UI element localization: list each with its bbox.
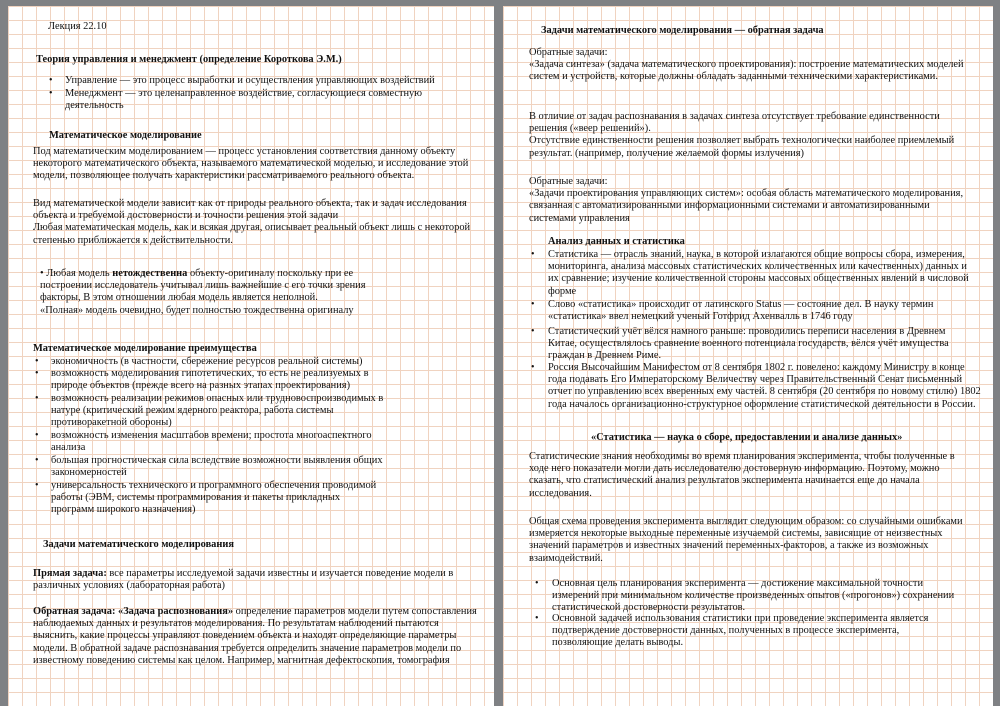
term: Прямая задача:	[33, 568, 107, 579]
text: объекту-оригиналу поскольку при ее построении исследователь учитывал лишь важнейшие с его точки зрения факторы, В этом отношении любая модель является неполной. «Полная» модель очевидно, будет полностью тождественна оригиналу	[40, 268, 366, 316]
paragraph: Вид математической модели зависит как от природы реального объекта, так и задач исследования объекта и требуемой достоверности и точности решения этой задачи Любая математическая модель, как и всякая другая, описывает реальный объект лишь с некоторой степенью приближается к действительности.	[33, 198, 471, 246]
term: Обратная задача: «Задача распознования»	[33, 606, 234, 617]
heading-inverse-task: Задачи математического моделирования — обратная задача	[541, 25, 824, 36]
bullet-dot: •	[35, 356, 39, 367]
bullet-dot: •	[35, 368, 39, 379]
bullet-dot: •	[535, 578, 539, 589]
list-item: Слово «статистика» происходит от латинского Status — состояние дел. В науку термин «статистика» ввел немецкий ученый Готфрид Ахенвалль в 1746 году	[548, 299, 934, 323]
paragraph-direct-task	[33, 568, 478, 592]
list-item: Россия Высочайшим Манифестом от 8 сентября 1802 г. повелено: каждому Министру в конце года подавать Его Императорскому Величеству через Правительственный Сенат письменный отчет по управлению всех вверенных ему частей. 8 сентября (20 сентября по новому стилю) 1802 года началось организационно-структурное оформление статистической деятельности в России.	[548, 362, 981, 410]
list-item: Основной задачей использования статистики при проведение эксперимента является подтверждение достоверности данных, полученных в процессе эксперимента, позволяющие делать выводы.	[552, 613, 929, 649]
list-item: возможность моделирования гипотетических, то есть не реализуемых в природе объектов (прежде всего на разных этапах проектирования)	[51, 368, 369, 392]
bullet-dot: •	[531, 299, 535, 310]
bullet-dot: •	[35, 480, 39, 491]
heading-math-modeling: Математическое моделирование	[49, 130, 202, 141]
list-item: Основная цель планирования эксперимента — достижение максимальной точности измерений при минимальном количестве произведенных опытов («прогонов») сохранении статистической достоверности результатов.	[552, 578, 955, 614]
list-item: Управление — это процесс выработки и осуществления управляющих воздействий	[65, 75, 435, 86]
bullet-dot: •	[35, 455, 39, 466]
paragraph: Статистические знания необходимы во время планирования эксперимента, чтобы полученные в ходе него показатели могли дать исследователю достоверную информацию. Поэтому, можно сказать, что статистический анализ результатов эксперимента начинается еще до начала исследования.	[529, 451, 955, 499]
list-item: Менеджмент — это целенаправленное воздействие, согласующиеся совместную деятельность	[65, 88, 423, 112]
bullet-dot: •	[531, 362, 535, 373]
list-item: Статистический учёт вёлся намного раньше: проводились переписи населения в Древнем Китае, осуществлялось сравнение военного потенциала государств, вёлся учёт имущества граждан в Древнем Риме.	[548, 326, 949, 362]
right-page	[503, 6, 993, 706]
text: определение параметров модели путем сопоставления наблюдаемых данных и результатов моделирования. По результатам наблюдений пытаются выяснить, какие процессы управляют поведением объекта и находят определяющие параметры модели. В обратной задаче распознавания требуется определить значение параметров модели по известному поведению системы как целом. Например, магнитная дефектоскопия, томография	[33, 606, 477, 666]
paragraph: Под математическим моделированием — процесс установления соответствия данному объекту некоторого математического объекта, называемого математической моделью, и исследование этой модели, позволяющее получать характеристики рассматриваемого реального объекта.	[33, 146, 469, 182]
bullet-dot: •	[531, 326, 535, 337]
heading-tasks: Задачи математического моделирования	[43, 539, 234, 550]
heading-advantages: Математическое моделирование преимущества	[33, 343, 257, 354]
heading-statistics-science: «Статистика — наука о сборе, предоставлении и анализе данных»	[591, 432, 903, 443]
list-item: большая прогностическая сила вследствие возможности выявления общих закономерностей	[51, 455, 383, 479]
emphasis: нетождественна	[112, 268, 188, 279]
text: все параметры исследуемой задачи известны и изучается поведение модели в различных условиях (лабораторная работа)	[33, 568, 454, 592]
heading-management: Теория управления и менеджмент (определение Короткова Э.М.)	[36, 54, 342, 65]
bullet-dot: •	[531, 249, 535, 260]
bullet-dot: •	[49, 88, 53, 99]
paragraph-model-note	[40, 268, 385, 317]
lecture-date: Лекция 22.10	[48, 21, 107, 32]
text: • Любая модель	[40, 268, 113, 279]
paragraph: Общая схема проведения эксперимента выглядит следующим образом: со случайными ошибками измеряется некоторые выходные переменные изучаемой системы, зависящие от неизвестных значений параметров и известных значений переменных-факторов, а также из возможных взаимодействий.	[529, 516, 963, 564]
paragraph: Обратные задачи: «Задача синтеза» (задача математического проектирования): построение математических моделей систем и устройств, которые должны обладать заданными техническими характеристиками.	[529, 47, 964, 83]
list-item: Статистика — отрасль знаний, наука, в которой излагаются общие вопросы сбора, измерения, мониторинга, анализа массовых статистических количественных или качественных) данных и их сравнение; изучение количественной стороны массовых общественных явлений в числовой форме	[548, 249, 969, 297]
bullet-dot: •	[49, 75, 53, 86]
list-item: возможность реализации режимов опасных или трудновоспроизводимых в натуре (критический режим ядерного реактора, работа системы противоракетной обороны)	[51, 393, 384, 429]
left-page	[8, 6, 494, 706]
paragraph: В отличие от задач распознавания в задачах синтеза отсутствует требование единственности решения («веер решений»). Отсутствие единственности решения позволяет выбрать технологически наиболее приемлемый результат. (например, получение желаемой формы излучения)	[529, 111, 955, 159]
paragraph-inverse-task	[33, 606, 478, 667]
paragraph: Обратные задачи: «Задачи проектирования управляющих систем»: особая область математического моделирования, связанная с автоматизированными информационными системами и автоматизированными системами управления	[529, 176, 964, 224]
list-item: универсальность технического и программного обеспечения проводимой работы (ЭВМ, системы программирования и пакеты прикладных программ широкого назначения)	[51, 480, 377, 516]
bullet-dot: •	[35, 430, 39, 441]
heading-statistics: Анализ данных и статистика	[548, 236, 685, 247]
bullet-dot: •	[535, 613, 539, 624]
list-item: экономичность (в частности, сбережение ресурсов реальной системы)	[51, 356, 363, 367]
bullet-dot: •	[35, 393, 39, 404]
list-item: возможность изменения масштабов времени; простота многоаспектного анализа	[51, 430, 372, 454]
